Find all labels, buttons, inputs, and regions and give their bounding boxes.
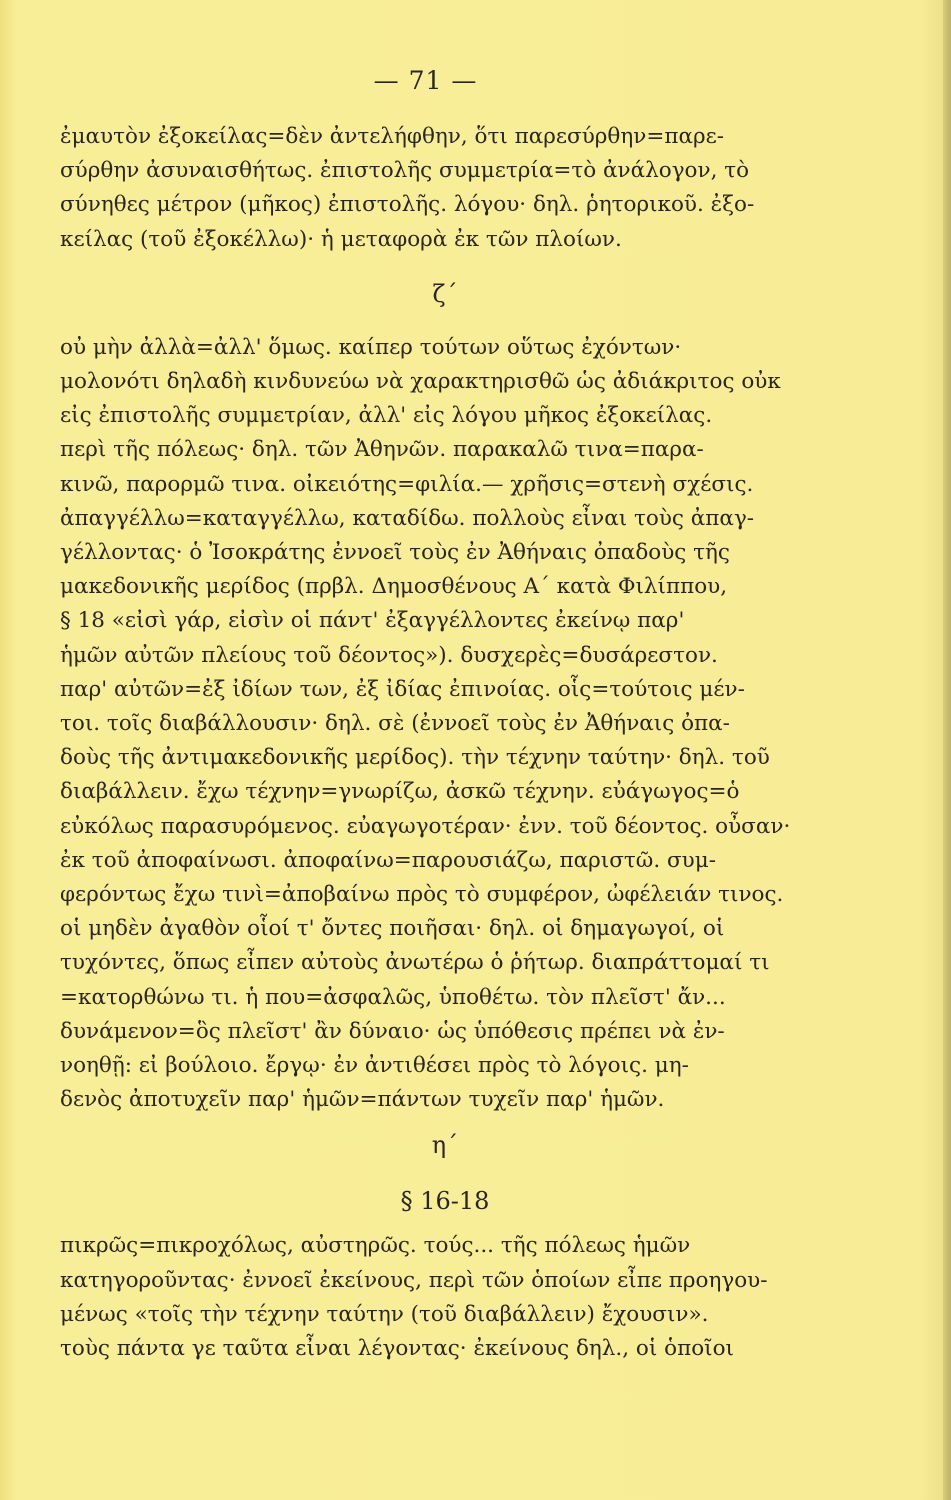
text-line: κείλας (τοῦ ἐξοκέλλω)· ἡ μεταφορὰ ἐκ τῶν πλοίων. — [60, 226, 622, 252]
text-line: ἐμαυτὸν ἐξοκείλας=δὲν ἀντελήφθην, ὅτι παρεσύρθην=παρε- — [60, 124, 725, 149]
paragraph-commentary-2 — [60, 331, 830, 1118]
text-line: μακεδονικῆς μερίδος (πρβλ. Δημοσθένους Α΄ κατὰ Φιλίππου, — [60, 574, 728, 600]
text-line: εἰς ἐπιστολῆς συμμετρίαν, ἀλλ' εἰς λόγου μῆκος ἐξοκείλας. — [60, 403, 713, 429]
text-line: μολονότι δηλαδὴ κινδυνεύω νὰ χαρακτηρισθῶ ὡς ἀδιάκριτος οὐκ — [60, 369, 781, 395]
page-number: — 71 — — [373, 66, 478, 95]
text-line: οἱ μηδὲν ἀγαθὸν οἷοί τ' ὄντες ποιῆσαι· δηλ. οἱ δημαγωγοί, οἱ — [60, 916, 725, 942]
text-line: § 18 «εἰσὶ γάρ, εἰσὶν οἱ πάντ' ἐξαγγέλλοντες ἐκείνῳ παρ' — [60, 608, 685, 634]
text-line: σύρθην ἀσυναισθήτως. ἐπιστολῆς συμμετρία=τὸ ἀνάλογον, τὸ — [60, 158, 750, 184]
text-line: κινῶ, παρορμῶ τινα. οἰκειότης=φιλία.— χρῆσις=στενὴ σχέσις. — [60, 471, 754, 497]
text-line: φερόντως ἔχω τινὶ=ἀποβαίνω πρὸς τὸ συμφέρον, ὠφέλειάν τινος. — [60, 882, 784, 908]
text-line: τοὺς πάντα γε ταῦτα εἶναι λέγοντας· ἐκείνους δηλ., οἱ ὁποῖοι — [60, 1336, 734, 1362]
text-line: γέλλοντας· ὁ Ἰσοκράτης ἐννοεῖ τοὺς ἐν Ἀθήναις ὀπαδοὺς τῆς — [60, 540, 730, 566]
text-line: ἀπαγγέλλω=καταγγέλλω, καταδίδω. πολλοὺς εἶναι τοὺς ἀπαγ- — [60, 505, 755, 531]
page-edge — [943, 0, 951, 1500]
paragraph-commentary-1 — [60, 120, 830, 257]
text-line: εὐκόλως παρασυρόμενος. εὐαγωγοτέραν· ἐνν. τοῦ δέοντος. οὖσαν· — [60, 813, 791, 839]
text-line: διαβάλλειν. ἔχω τέχνην=γνωρίζω, ἀσκῶ τέχνην. εὐάγωγος=ὁ — [60, 779, 740, 805]
text-line: περὶ τῆς πόλεως· δηλ. τῶν Ἀθηνῶν. παρακαλῶ τινα=παρα- — [60, 437, 704, 463]
text-line: δενὸς ἀποτυχεῖν παρ' ἡμῶν=πάντων τυχεῖν παρ' ἡμῶν. — [60, 1087, 665, 1113]
text-line: οὐ μὴν ἀλλὰ=ἀλλ' ὅμως. καίπερ τούτων οὕτως ἐχόντων· — [60, 334, 682, 360]
text-line: νοηθῇ: εἰ βούλοιο. ἔργῳ· ἐν ἀντιθέσει πρὸς τὸ λόγοις. μη- — [60, 1053, 689, 1079]
text-line: ἐκ τοῦ ἀποφαίνωσι. ἀποφαίνω=παρουσιάζω, παριστῶ. συμ- — [60, 847, 716, 873]
paragraph-commentary-3 — [60, 1229, 830, 1366]
section-heading-eta: η΄ — [431, 1131, 459, 1160]
text-line: σύνηθες μέτρον (μῆκος) ἐπιστολῆς. λόγου· δηλ. ῥητορικοῦ. ἐξο- — [60, 192, 755, 218]
text-line: =κατορθώνω τι. ἡ που=ἀσφαλῶς, ὑποθέτω. τὸν πλεῖστ' ἄν... — [60, 984, 726, 1010]
text-line: δοὺς τῆς ἀντιμακεδονικῆς μερίδος). τὴν τέχνην ταύτην· δηλ. τοῦ — [60, 745, 770, 771]
text-line: πικρῶς=πικροχόλως, αὐστηρῶς. τούς... τῆς πόλεως ἡμῶν — [60, 1233, 691, 1259]
text-line: παρ' αὐτῶν=ἐξ ἰδίων των, ἐξ ἰδίας ἐπινοίας. οἷς=τούτοις μέν- — [60, 676, 745, 702]
text-line: τυχόντες, ὅπως εἶπεν αὐτοὺς ἀνωτέρω ὁ ῥήτωρ. διαπράττομαί τι — [60, 950, 770, 976]
text-line: τοι. τοῖς διαβάλλουσιν· δηλ. σὲ (ἐννοεῖ τοὺς ἐν Ἀθήναις ὀπα- — [60, 711, 730, 737]
commentary-text — [60, 120, 830, 1366]
section-heading-zeta: ζ΄ — [432, 279, 458, 308]
text-line: κατηγοροῦντας· ἐννοεῖ ἐκείνους, περὶ τῶν ὁποίων εἶπε προηγου- — [60, 1267, 768, 1293]
text-line: μένως «τοῖς τὴν τέχνην ταύτην (τοῦ διαβάλλειν) ἔχουσιν». — [60, 1301, 709, 1327]
text-line: δυνάμενον=ὃς πλεῖστ' ἂν δύναιο· ὡς ὑπόθεσις πρέπει νὰ ἐν- — [60, 1018, 725, 1044]
section-reference: § 16-18 — [400, 1187, 490, 1216]
text-line: ἡμῶν αὐτῶν πλείους τοῦ δέοντος»). δυσχερὲς=δυσάρεστον. — [60, 642, 718, 668]
